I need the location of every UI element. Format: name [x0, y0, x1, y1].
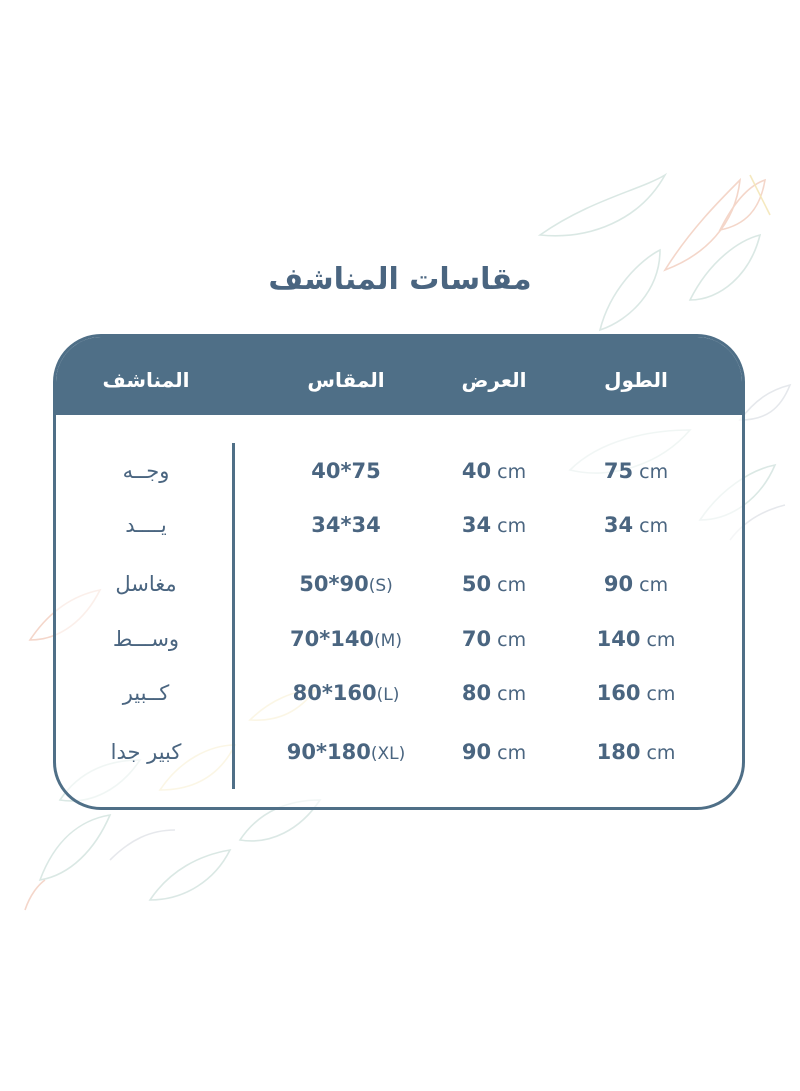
table-row: [56, 619, 742, 659]
length-value: 75: [603, 459, 634, 483]
size-label: (S): [368, 576, 393, 596]
width-value: 34: [461, 513, 492, 537]
width-unit: cm: [497, 515, 527, 537]
dimension-value: 40*75: [311, 459, 381, 483]
header-width: العرض: [461, 368, 527, 392]
width-value: 80: [461, 681, 492, 705]
width-unit: cm: [497, 574, 527, 596]
width-cell: [424, 451, 564, 491]
width-unit: cm: [497, 683, 527, 705]
length-unit: cm: [639, 574, 669, 596]
length-cell: [566, 673, 706, 713]
size-label: (L): [376, 685, 400, 705]
dimension-cell: [266, 564, 426, 604]
length-cell: [566, 505, 706, 545]
width-unit: cm: [497, 461, 527, 483]
towel-name: مغاسل: [115, 572, 177, 596]
length-unit: cm: [639, 461, 669, 483]
dimension-cell: [266, 505, 426, 545]
table-row: [56, 505, 742, 545]
towel-name: وجــه: [122, 459, 170, 483]
width-cell: [424, 564, 564, 604]
page-title: مقاسات المناشف: [268, 262, 532, 297]
dimension-value: 80*160: [292, 681, 377, 705]
length-value: 90: [603, 572, 634, 596]
width-value: 90: [461, 740, 492, 764]
table-row: [56, 673, 742, 713]
table-header: [56, 337, 742, 415]
table-row: [56, 732, 742, 772]
width-value: 70: [461, 627, 492, 651]
width-cell: [424, 732, 564, 772]
length-value: 140: [596, 627, 641, 651]
header-towels: المناشف: [102, 368, 190, 392]
dimension-value: 50*90: [299, 572, 369, 596]
length-cell: [566, 732, 706, 772]
length-unit: cm: [646, 629, 676, 651]
table-row: [56, 451, 742, 491]
dimension-value: 70*140: [290, 627, 375, 651]
length-cell: [566, 451, 706, 491]
width-unit: cm: [497, 742, 527, 764]
dimension-value: 34*34: [311, 513, 381, 537]
length-unit: cm: [639, 515, 669, 537]
length-value: 180: [596, 740, 641, 764]
width-cell: [424, 619, 564, 659]
length-unit: cm: [646, 742, 676, 764]
header-size: المقاس: [307, 368, 385, 392]
size-table: [53, 334, 745, 810]
dimension-value: 90*180: [286, 740, 371, 764]
length-cell: [566, 564, 706, 604]
towel-name: يــــد: [125, 513, 167, 537]
width-cell: [424, 673, 564, 713]
size-label: (M): [374, 631, 402, 651]
dimension-cell: [266, 451, 426, 491]
header-length: الطول: [604, 368, 668, 392]
table-row: [56, 564, 742, 604]
towel-name: كــبير: [122, 681, 170, 705]
size-label: (XL): [370, 744, 406, 764]
dimension-cell: [266, 732, 426, 772]
dimension-cell: [266, 619, 426, 659]
length-cell: [566, 619, 706, 659]
towel-name: كبير جدا: [110, 740, 182, 764]
towel-name: وســـط: [112, 627, 180, 651]
width-unit: cm: [497, 629, 527, 651]
width-value: 50: [461, 572, 492, 596]
length-value: 34: [603, 513, 634, 537]
length-value: 160: [596, 681, 641, 705]
length-unit: cm: [646, 683, 676, 705]
width-cell: [424, 505, 564, 545]
dimension-cell: [266, 673, 426, 713]
width-value: 40: [461, 459, 492, 483]
